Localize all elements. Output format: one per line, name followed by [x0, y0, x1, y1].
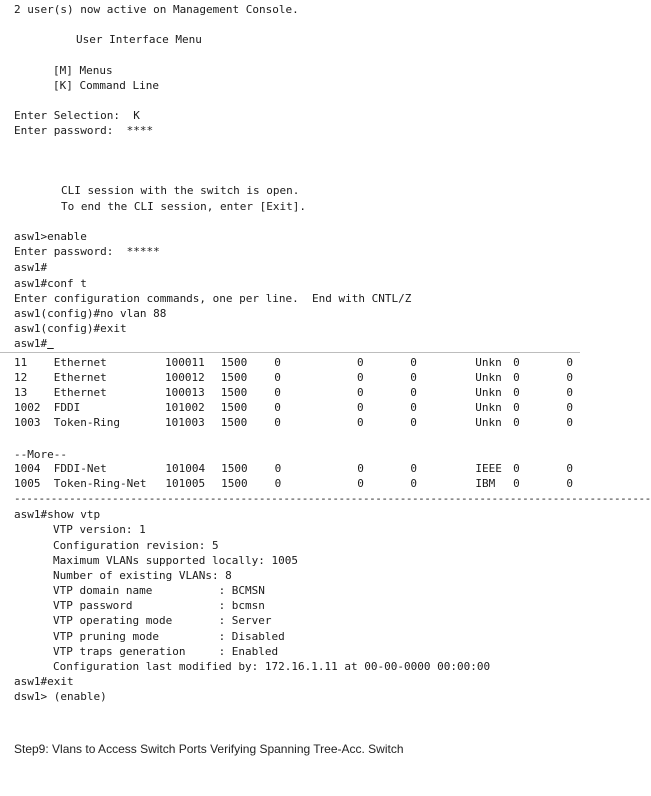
vtp-line: Configuration revision: 5 [53, 539, 219, 552]
table-cell: Ethernet [53, 356, 107, 369]
table-cell: 0 [357, 371, 364, 384]
table-cell: 0 [410, 356, 417, 369]
table-cell: 1500 [220, 371, 248, 384]
session-line: asw1(config)#exit [14, 322, 127, 335]
dashed-divider: -------------------------------------------------------------------------------------------------------- [14, 492, 651, 505]
table-cell: 0 [410, 386, 417, 399]
table-cell: FDDI [53, 401, 81, 414]
prompt-text: asw1# [14, 337, 48, 350]
table-cell: 0 [566, 356, 573, 369]
session-line: asw1#conf t [14, 277, 87, 290]
table-cell: 0 [274, 401, 281, 414]
table-cell: 0 [357, 386, 364, 399]
table-cell: 0 [357, 462, 364, 475]
cli-notice-line-1: CLI session with the switch is open. [61, 184, 300, 197]
table-row [14, 356, 596, 371]
table-cell: Token-Ring-Net [53, 477, 147, 490]
vtp-line: Maximum VLANs supported locally: 1005 [53, 554, 299, 567]
table-cell: FDDI-Net [53, 462, 107, 475]
table-cell: 100011 [165, 356, 205, 369]
table-cell: 0 [357, 477, 364, 490]
table-cell: 101004 [165, 462, 206, 475]
table-cell: 1500 [220, 356, 248, 369]
table-cell: 0 [410, 416, 417, 429]
selection-prompt: Enter Selection: K [14, 109, 140, 122]
table-cell: 0 [357, 356, 364, 369]
table-row [14, 416, 596, 431]
table-row [14, 477, 596, 492]
table-cell: 0 [566, 401, 573, 414]
session-prompt[interactable] [14, 337, 54, 350]
table-cell: 101003 [165, 416, 205, 429]
session-line: Enter configuration commands, one per line. End with CNTL/Z [14, 292, 412, 305]
table-cell: 1004 [14, 462, 41, 475]
menu-option-command-line[interactable]: [K] Command Line [53, 79, 159, 92]
vtp-line: VTP domain name : BCMSN [53, 584, 265, 597]
final-prompt[interactable]: dsw1> (enable) [14, 690, 107, 703]
table-cell: 0 [410, 371, 417, 384]
vtp-line: VTP password : bcmsn [53, 599, 265, 612]
vtp-line: VTP version: 1 [53, 523, 146, 536]
table-cell: 13 [14, 386, 28, 399]
table-cell: Unkn [475, 371, 502, 384]
table-cell: 0 [410, 462, 418, 475]
table-cell: IEEE [475, 462, 502, 475]
table-cell: 0 [274, 416, 281, 429]
table-cell: 100012 [165, 371, 205, 384]
menu-option-menus[interactable]: [M] Menus [53, 64, 113, 77]
screen-separator [0, 352, 580, 353]
table-cell: 0 [566, 371, 573, 384]
vtp-line: Configuration last modified by: 172.16.1.11 at 00-00-0000 00:00:00 [53, 660, 491, 673]
table-cell: 0 [274, 356, 281, 369]
table-cell: 100013 [165, 386, 205, 399]
table-cell: 0 [566, 386, 573, 399]
table-cell: 1500 [220, 386, 248, 399]
table-cell: 101005 [165, 477, 206, 490]
session-line: Enter password: ***** [14, 245, 160, 258]
table-cell: 1500 [221, 477, 248, 490]
table-cell: 0 [513, 477, 520, 490]
table-cell: Ethernet [53, 371, 107, 384]
text-cursor [47, 337, 54, 350]
password-prompt: Enter password: **** [14, 124, 154, 137]
table-row [14, 401, 596, 416]
table-cell: 0 [566, 416, 573, 429]
menu-title: User Interface Menu [76, 33, 202, 46]
table-cell: Unkn [475, 356, 502, 369]
vtp-line: VTP traps generation : Enabled [53, 645, 279, 658]
table-cell: 1500 [220, 401, 248, 414]
table-cell: 12 [14, 371, 28, 384]
table-cell: 1005 [14, 477, 41, 490]
table-cell: 0 [357, 416, 364, 429]
show-vtp-command: asw1#show vtp [14, 508, 101, 521]
table-cell: 0 [274, 477, 282, 490]
table-cell: 1003 [14, 416, 41, 429]
table-row [14, 462, 596, 477]
table-cell: 1500 [220, 416, 248, 429]
cli-notice-line-2: To end the CLI session, enter [Exit]. [61, 200, 307, 213]
table-cell: IBM [475, 477, 496, 490]
table-cell: Ethernet [53, 386, 107, 399]
table-cell: 1002 [14, 401, 41, 414]
exit-command: asw1#exit [14, 675, 74, 688]
table-row [14, 386, 596, 401]
table-cell: 0 [274, 386, 281, 399]
table-cell: 0 [513, 416, 520, 429]
table-cell: Unkn [475, 401, 502, 414]
session-line: asw1# [14, 261, 48, 274]
active-users-line: 2 user(s) now active on Management Console. [14, 3, 299, 16]
vtp-line: VTP pruning mode : Disabled [53, 630, 285, 643]
session-line: asw1>enable [14, 230, 87, 243]
table-cell: 0 [357, 401, 364, 414]
table-cell: 0 [566, 462, 573, 475]
vtp-line: VTP operating mode : Server [53, 614, 272, 627]
table-cell: Token-Ring [53, 416, 120, 429]
table-cell: 0 [513, 386, 520, 399]
table-cell: 101002 [165, 401, 205, 414]
vlan-table-bottom [14, 462, 596, 492]
table-cell: 0 [274, 462, 282, 475]
vlan-table-top [14, 356, 596, 431]
table-cell: 0 [513, 356, 520, 369]
session-line: asw1(config)#no vlan 88 [14, 307, 167, 320]
table-cell: 0 [410, 401, 417, 414]
figure-caption: Step9: Vlans to Access Switch Ports Verifying Spanning Tree-Acc. Switch [14, 742, 404, 756]
table-cell: 0 [513, 401, 520, 414]
table-cell: 0 [274, 371, 281, 384]
table-cell: 0 [566, 477, 573, 490]
table-cell: 11 [14, 356, 28, 369]
more-indicator: --More-- [14, 448, 67, 461]
table-cell: 0 [513, 371, 520, 384]
table-cell: 0 [513, 462, 520, 475]
vtp-line: Number of existing VLANs: 8 [53, 569, 232, 582]
table-cell: 0 [410, 477, 418, 490]
table-row [14, 371, 596, 386]
table-cell: Unkn [475, 416, 502, 429]
table-cell: Unkn [475, 386, 502, 399]
table-cell: 1500 [221, 462, 248, 475]
